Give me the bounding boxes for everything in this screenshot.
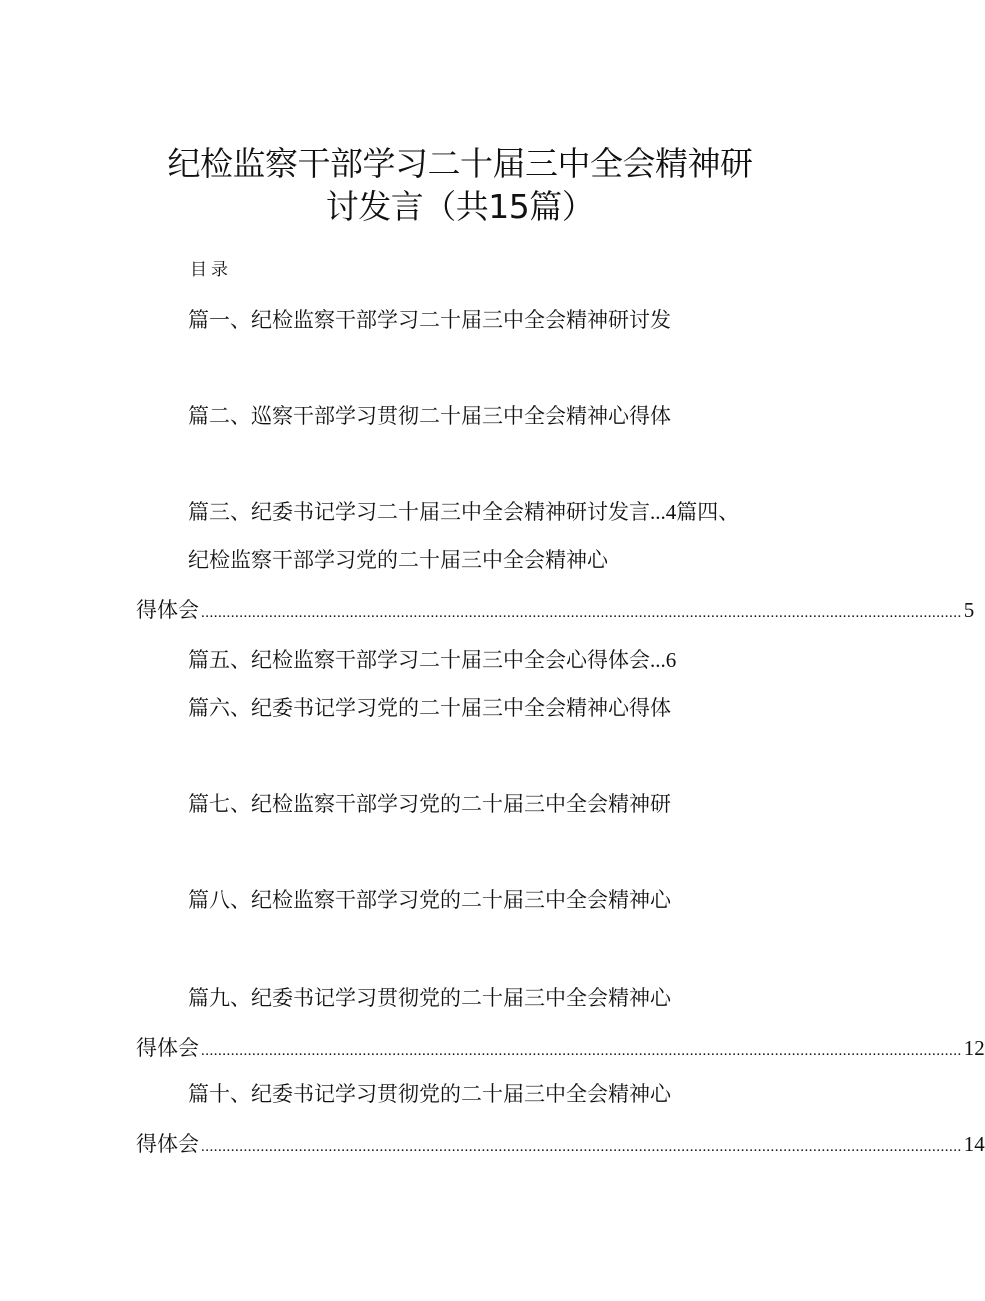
document-title-line-1: 纪检监察干部学习二十届三中全会精神研 [167, 144, 753, 183]
toc-entry-9-continuation: 得体会 [136, 1036, 199, 1060]
toc-entry-10-page: 14 [963, 1132, 985, 1156]
document-title-line-2: 讨发言（共15篇） [325, 187, 595, 226]
toc-heading: 目录 [190, 260, 232, 280]
toc-entry-5-page: ...6 [650, 648, 677, 672]
leader-dots: ................................................................................................................................................................................... [201, 1043, 962, 1059]
toc-entry-6[interactable]: 篇六、纪委书记学习党的二十届三中全会精神心得体 [188, 696, 671, 720]
toc-entry-10-leader [136, 1128, 985, 1158]
toc-entry-4-page: 5 [963, 598, 975, 622]
toc-entry-3-text: 篇三、纪委书记学习二十届三中全会精神研讨发言 [188, 500, 650, 524]
toc-entry-9[interactable]: 篇九、纪委书记学习贯彻党的二十届三中全会精神心 [188, 986, 671, 1010]
leader-dots: ................................................................................................................................................................................... [201, 1139, 962, 1155]
toc-entry-2[interactable]: 篇二、巡察干部学习贯彻二十届三中全会精神心得体 [188, 404, 671, 428]
toc-entry-4-prefix: 篇四、 [676, 500, 740, 524]
toc-entry-1[interactable]: 篇一、纪检监察干部学习二十届三中全会精神研讨发 [188, 308, 671, 332]
toc-entry-8[interactable]: 篇八、纪检监察干部学习党的二十届三中全会精神心 [188, 888, 671, 912]
toc-entry-10-continuation: 得体会 [136, 1132, 199, 1156]
toc-entry-4-continuation: 得体会 [136, 598, 199, 622]
toc-entry-4-leader [136, 594, 975, 624]
toc-entry-9-page: 12 [963, 1036, 985, 1060]
toc-entry-10[interactable]: 篇十、纪委书记学习贯彻党的二十届三中全会精神心 [188, 1082, 671, 1106]
toc-entry-7[interactable]: 篇七、纪检监察干部学习党的二十届三中全会精神研 [188, 792, 671, 816]
toc-entry-5-text: 篇五、纪检监察干部学习二十届三中全会心得体会 [188, 648, 650, 672]
leader-dots: ................................................................................................................................................................................... [201, 605, 962, 621]
toc-entry-5[interactable] [188, 644, 676, 674]
toc-entry-9-leader [136, 1032, 985, 1062]
toc-entry-3[interactable] [188, 496, 739, 526]
toc-entry-4[interactable]: 纪检监察干部学习党的二十届三中全会精神心 [188, 548, 608, 572]
toc-entry-3-page: ...4 [650, 500, 677, 524]
